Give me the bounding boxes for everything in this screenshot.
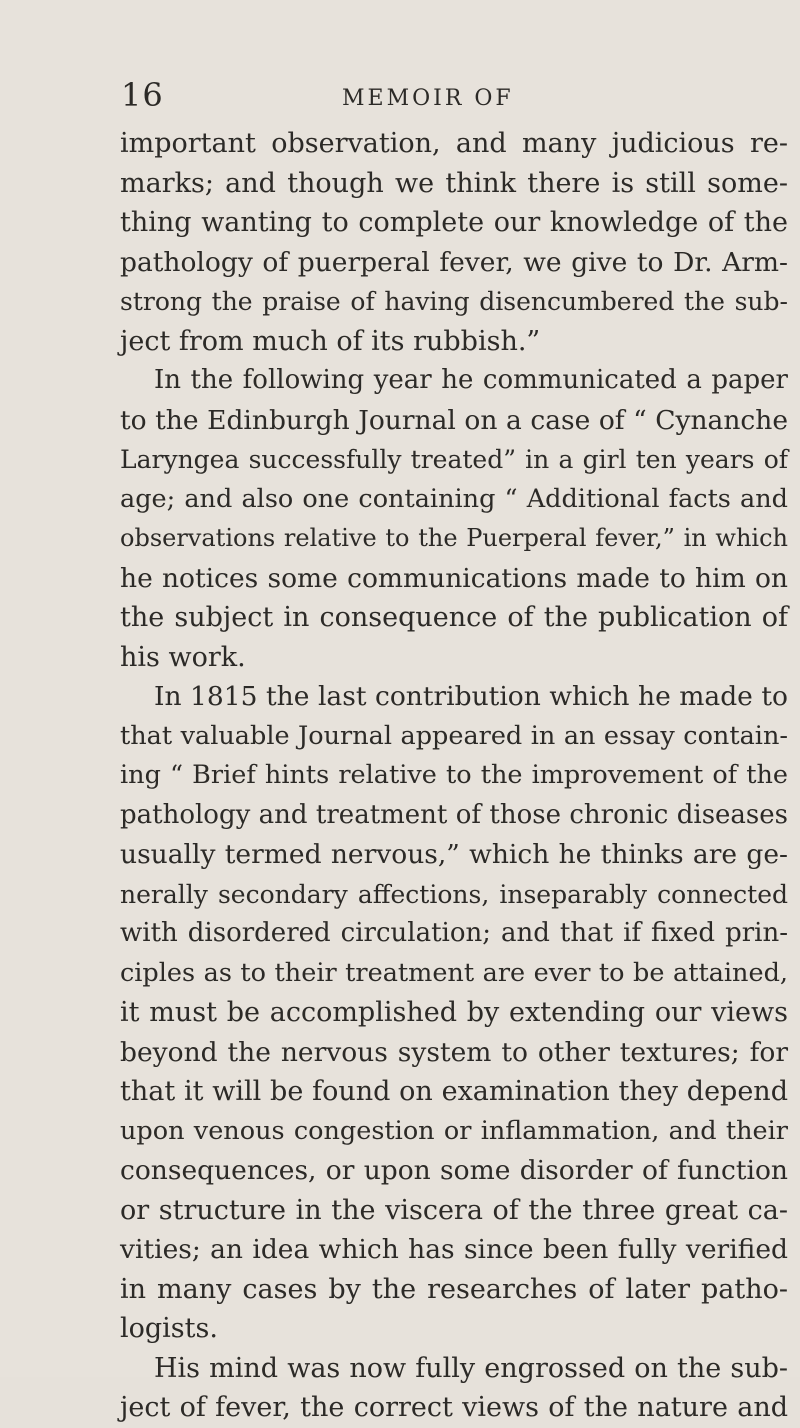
text-line: marks; and though we think there is still some- bbox=[120, 167, 788, 199]
text-line: consequences, or upon some disorder of function bbox=[120, 1155, 788, 1186]
text-line: ject from much of its rubbish.” bbox=[120, 325, 541, 357]
text-line: thing wanting to complete our knowledge of the bbox=[120, 207, 788, 238]
text-line: it must be accomplished by extending our views bbox=[120, 997, 788, 1028]
text-line: nerally secondary affections, inseparably connected bbox=[120, 879, 788, 909]
text-line: beyond the nervous system to other textures; for bbox=[120, 1036, 788, 1068]
text-line: ciples as to their treatment are ever to be attained, bbox=[120, 957, 788, 988]
page-body-text bbox=[120, 124, 788, 1428]
running-head: MEMOIR OF bbox=[342, 86, 514, 111]
text-line: observations relative to the Puerperal fever,” in which bbox=[120, 524, 788, 552]
text-line: age; and also one containing “ Additional facts and bbox=[120, 483, 788, 514]
text-line: the subject in consequence of the publication of bbox=[120, 602, 788, 633]
text-line: he notices some communications made to him on bbox=[120, 562, 788, 594]
text-line: vities; an idea which has since been fully verified bbox=[120, 1234, 788, 1265]
text-line: pathology and treatment of those chronic diseases bbox=[120, 799, 788, 830]
page-number: 16 bbox=[121, 76, 164, 114]
text-line: usually termed nervous,” which he thinks are ge- bbox=[120, 839, 788, 870]
text-line: upon venous congestion or inflammation, and their bbox=[120, 1115, 788, 1146]
text-line: with disordered circulation; and that if fixed prin- bbox=[120, 918, 788, 948]
text-line: that valuable Journal appeared in an essay contain- bbox=[120, 720, 788, 751]
text-line: His mind was now fully engrossed on the sub- bbox=[154, 1352, 788, 1384]
text-line: important observation, and many judicious re- bbox=[120, 128, 788, 159]
text-line: or structure in the viscera of the three great ca- bbox=[120, 1194, 788, 1226]
text-line: ing “ Brief hints relative to the improvement of the bbox=[120, 760, 788, 790]
text-line: to the Edinburgh Journal on a case of “ Cynanche bbox=[120, 404, 788, 436]
text-line: that it will be found on examination they depend bbox=[120, 1076, 788, 1107]
page-header bbox=[0, 76, 800, 116]
text-line: In the following year he communicated a paper bbox=[154, 365, 788, 395]
text-line: strong the praise of having disencumbered the sub- bbox=[120, 287, 788, 316]
text-line: logists. bbox=[120, 1313, 218, 1344]
text-line: Laryngea successfully treated” in a girl ten years of bbox=[120, 445, 788, 474]
text-line: in many cases by the researches of later patho- bbox=[120, 1273, 788, 1305]
text-line: In 1815 the last contribution which he made to bbox=[154, 681, 788, 712]
text-line: his work. bbox=[120, 641, 246, 673]
text-line: pathology of puerperal fever, we give to Dr. Arm- bbox=[120, 246, 788, 278]
text-line: ject of fever, the correct views of the nature and bbox=[120, 1392, 788, 1423]
